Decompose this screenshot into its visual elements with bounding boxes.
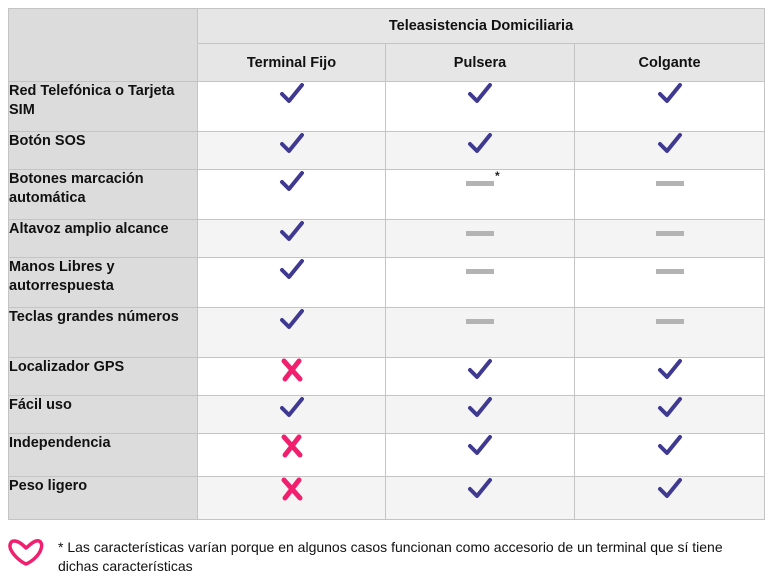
table-row	[9, 396, 765, 434]
check-icon	[467, 358, 493, 382]
table-row	[9, 258, 765, 308]
dash-icon	[466, 169, 500, 186]
check-icon	[279, 220, 305, 244]
feature-label: Teclas grandes números	[9, 308, 198, 358]
dash-icon	[466, 231, 494, 236]
check-icon	[279, 308, 305, 332]
feature-label: Botones marcación automática	[9, 170, 198, 220]
check-icon	[279, 132, 305, 156]
table-cell	[198, 434, 386, 477]
table-cell	[575, 258, 765, 308]
table-cell	[198, 82, 386, 132]
heart-logo-icon	[6, 537, 46, 567]
comparison-table	[8, 8, 765, 520]
check-icon	[467, 396, 493, 420]
table-cell	[386, 132, 575, 170]
cross-icon	[279, 476, 305, 500]
table-cell	[386, 358, 575, 396]
table-cell	[575, 434, 765, 477]
cross-icon	[279, 357, 305, 381]
feature-label: Botón SOS	[9, 132, 198, 170]
feature-label: Red Telefónica o Tarjeta SIM	[9, 82, 198, 132]
column-header-pulsera: Pulsera	[386, 44, 575, 82]
table-cell	[386, 170, 575, 220]
table-cell	[198, 477, 386, 520]
table-cell	[575, 132, 765, 170]
check-icon	[467, 477, 493, 501]
dash-icon	[466, 269, 494, 274]
table-cell	[198, 220, 386, 258]
feature-label: Independencia	[9, 434, 198, 477]
table-cell	[198, 396, 386, 434]
table-body	[9, 82, 765, 520]
dash-icon	[656, 231, 684, 236]
table-cell	[575, 396, 765, 434]
table-cell	[575, 308, 765, 358]
check-icon	[657, 82, 683, 106]
dash-icon	[656, 269, 684, 274]
table-cell	[386, 308, 575, 358]
table-cell	[575, 170, 765, 220]
table-cell	[198, 170, 386, 220]
table-cell	[386, 258, 575, 308]
table-cell	[575, 220, 765, 258]
check-icon	[279, 82, 305, 106]
check-icon	[467, 434, 493, 458]
table-row	[9, 170, 765, 220]
table-cell	[198, 258, 386, 308]
check-icon	[279, 396, 305, 420]
check-icon	[657, 132, 683, 156]
feature-label: Manos Libres y autorrespuesta	[9, 258, 198, 308]
table-cell	[198, 308, 386, 358]
table-cell	[386, 82, 575, 132]
table-row	[9, 358, 765, 396]
group-header: Teleasistencia Domiciliaria	[198, 9, 765, 44]
dash-icon	[656, 181, 684, 186]
table-cell	[575, 82, 765, 132]
check-icon	[279, 170, 305, 194]
dash-icon	[656, 319, 684, 324]
feature-label: Altavoz amplio alcance	[9, 220, 198, 258]
table-row	[9, 132, 765, 170]
check-icon	[279, 258, 305, 282]
footnote-asterisk: *	[495, 169, 500, 183]
cross-icon	[279, 433, 305, 457]
table-cell	[386, 220, 575, 258]
table-row	[9, 308, 765, 358]
check-icon	[657, 434, 683, 458]
footnote: * Las características varían porque en algunos casos funcionan como accesorio de un terminal que sí tiene dichas características	[58, 539, 723, 574]
check-icon	[657, 358, 683, 382]
table-cell	[386, 434, 575, 477]
column-header-colgante: Colgante	[575, 44, 765, 82]
table-cell	[575, 477, 765, 520]
feature-label: Localizador GPS	[9, 358, 198, 396]
table-cell	[386, 396, 575, 434]
table-row	[9, 220, 765, 258]
check-icon	[467, 132, 493, 156]
table-cell	[198, 358, 386, 396]
feature-label: Peso ligero	[9, 477, 198, 520]
corner-cell	[9, 9, 198, 82]
table-cell	[386, 477, 575, 520]
dash-icon	[466, 319, 494, 324]
table-cell	[575, 358, 765, 396]
table-cell	[198, 132, 386, 170]
table-row	[9, 82, 765, 132]
column-header-terminal-fijo: Terminal Fijo	[198, 44, 386, 82]
check-icon	[657, 396, 683, 420]
check-icon	[467, 82, 493, 106]
check-icon	[657, 477, 683, 501]
feature-label: Fácil uso	[9, 396, 198, 434]
table-row	[9, 434, 765, 477]
table-row	[9, 477, 765, 520]
